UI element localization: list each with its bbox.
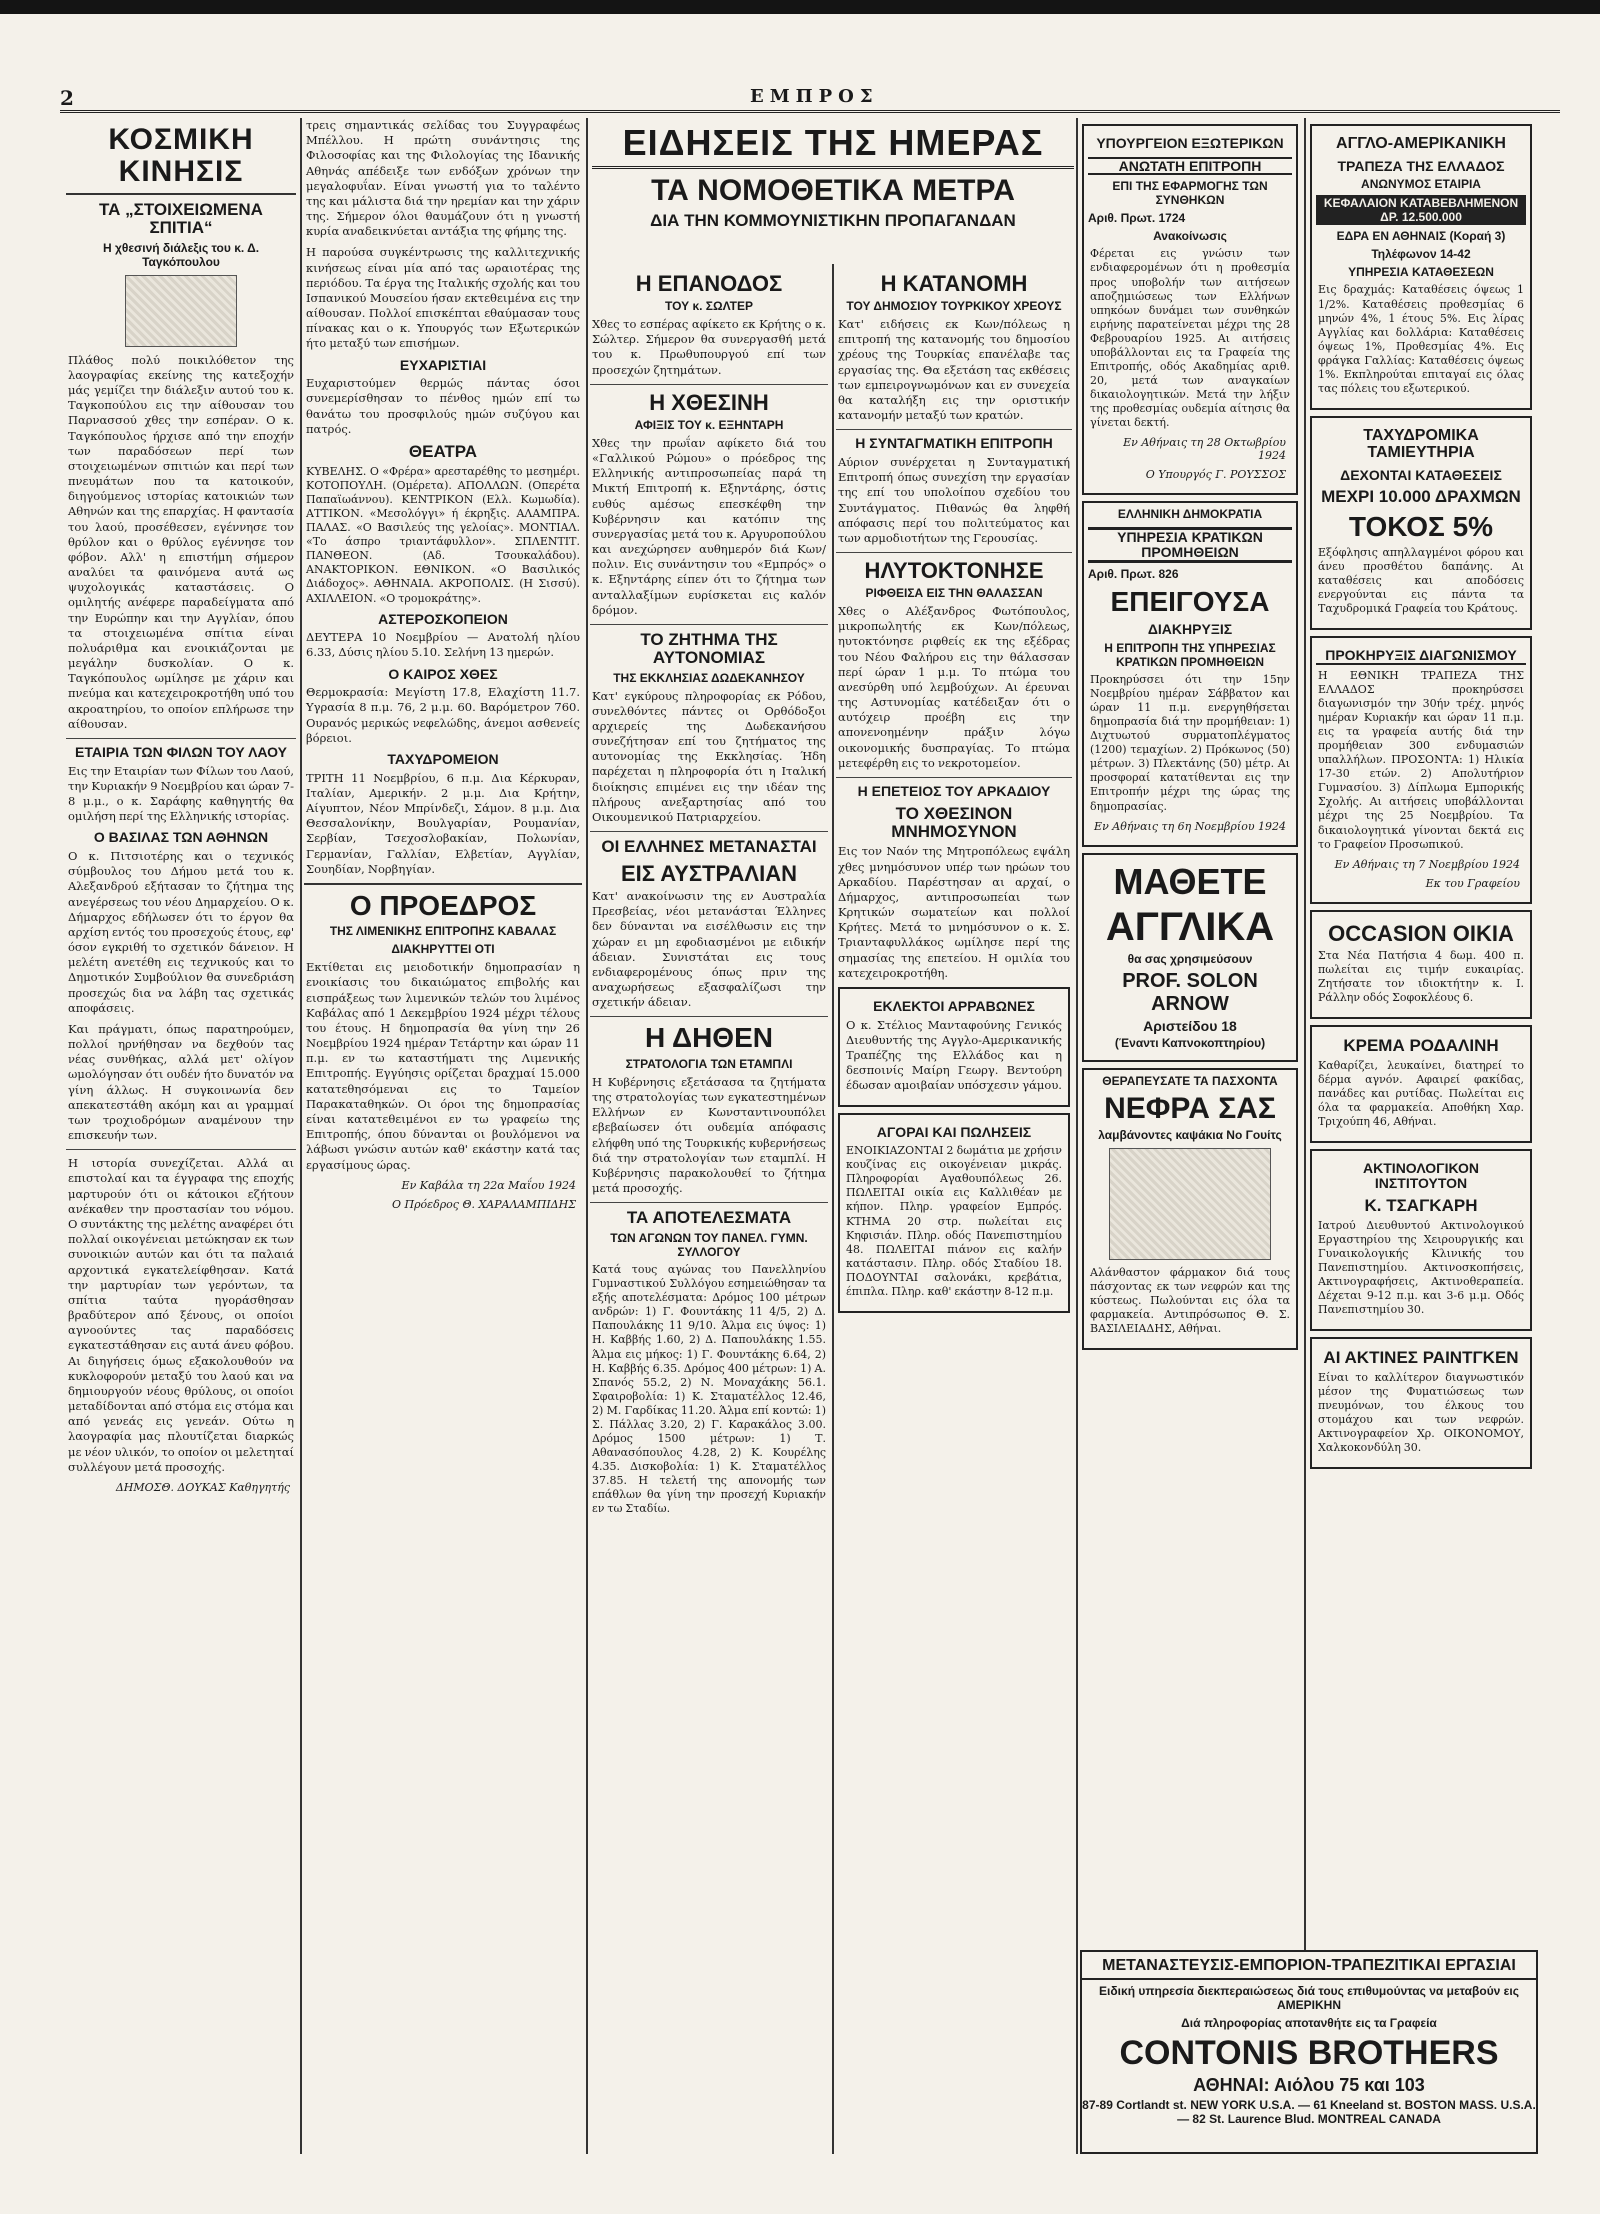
urgent-subtitle: ΔΙΑΚΗΡΥΞΙΣ bbox=[1147, 621, 1233, 638]
arcadi-title: Η ΕΠΕΤΕΙΟΣ ΤΟΥ ΑΡΚΑΔΙΟΥ bbox=[857, 783, 1051, 799]
occasion-body: Στα Νέα Πατήσια 4 δωμ. 400 π. πωλείται εις τιμήν ευκαιρίας. Ζητήσατε τον ιδιοκτήτην κ. Ι. Ράλλην οδός Σοφοκλέους 6. bbox=[1318, 948, 1524, 1005]
bank-ad bbox=[1310, 124, 1532, 410]
post-body: ΤΡΙΤΗ 11 Νοεμβρίου, 6 π.μ. Δια Κέρκυραν, Ιταλίαν, Αμερικήν. 2 μ.μ. Δια Κρήτην, Αίγυπτον, Νέον Μπρίνδεζι, Σάμον. 8 μ.μ. Δια Θεσσαλονίκην, Βουλγαρίαν, Ρουμανίαν, Σερβίαν, Τσεχοσλοβακίαν, Πολωνίαν, Γερμανίαν, Γαλλίαν, Ελβετίαν, Αγγλίαν, Σουηδίαν, Νορβηγίαν. bbox=[306, 770, 580, 876]
urgent-date: Εν Αθήναις τη 6η Νοεμβρίου 1924 bbox=[1094, 819, 1286, 833]
kidney-title: ΘΕΡΑΠΕΥΣΑΤΕ ΤΑ ΠΑΣΧΟΝΤΑ bbox=[1102, 1073, 1278, 1088]
column-rule bbox=[1076, 118, 1078, 2154]
ministry-subtitle-2: ΕΠΙ ΤΗΣ ΕΦΑΡΜΟΓΗΣ ΤΩΝ ΣΥΝΘΗΚΩΝ bbox=[1112, 179, 1268, 208]
cream-title: ΚΡΕΜΑ ΡΟΔΑΛΙΝΗ bbox=[1343, 1036, 1499, 1056]
classified-body: Ο κ. Στέλιος Μανταφούνης Γενικός Διευθυντής της Αγγλο-Αμερικανικής Τραπέζης της Ελλάδος και η δεσποινίς Μαίρη Γεωργ. Βεντούρη έδωσαν αμοιβαίαν υπόσχεσιν γάμου. bbox=[846, 1017, 1062, 1093]
ministry-subtitle: ΑΝΩΤΑΤΗ ΕΠΙΤΡΟΠΗ bbox=[1088, 157, 1292, 176]
learn-address: Αριστείδου 18 bbox=[1143, 1017, 1237, 1034]
article-body: Πλάθος πολύ ποικιλόθετον της λαογραφίας εκείνης της κατεξοχήν μάς γεμίζει την διάλεξιν αυτού του κ. Ταγκοπούλου εις την αίθουσαν του Παρνασσού χθες την εσπέραν. Ο κ. Ταγκόπουλος ήρχισε από την εποχήν των παραδόσεων περί των στοιχειωμένων σπιτιών και περί των πνευμάτων που τα κατοικούν, διηγούμενος ιστορίας κατοικιών των Αθηνών και της επαρχίας. Η φαντασία του λαού, προσέθεσεν, εγέννησε τον θρύλον και ο θρύλος εγέννησε τον φόβον. Αλλ' η επιστήμη σήμερον αναλύει τα φαινόμενα αυτά ως ψυχολογικάς καταστάσεις. Ο ομιλητής ανέφερε παραδείγματα από την Ευρώπην και την Αγγλίαν, όπου τα στοιχειωμένα σπίτια είναι πολυάριθμα και ενοικιάζονται με μεγάλην δυσκολίαν. Ο κ. Ταγκόπουλος ωμίλησε με χάριν και πνεύμα και κατεχειροκροτήθη υπό του ακροατηρίου, το οποίον επλήρωσε την αίθουσαν. bbox=[68, 352, 294, 731]
kidney-body: Αλάνθαστον φάρμακον διά τους πάσχοντας εκ των νεφρών και της κύστεως. Πωλούνται εις όλα τα φαρμακεία. Αντιπρόσωπος Θ. Σ. ΒΑΣΙΛΕΙΑΔΗΣ, Αθήναι. bbox=[1090, 1265, 1290, 1335]
bank-title: ΑΓΓΛΟ-ΑΜΕΡΙΚΑΝΙΚΗ bbox=[1336, 135, 1506, 152]
hellenic-republic: ΕΛΛΗΝΙΚΗ ΔΗΜΟΚΡΑΤΙΑ bbox=[1117, 507, 1263, 522]
xray-title: ΑΚΤΙΝΟΛΟΓΙΚΟΝ ΙΝΣΤΙΤΟΥΤΟΝ bbox=[1363, 1160, 1479, 1192]
xray-title-2: Κ. ΤΣΑΓΚΑΡΗ bbox=[1364, 1195, 1478, 1215]
market-title: ΑΓΟΡΑΙ ΚΑΙ ΠΩΛΗΣΕΙΣ bbox=[876, 1124, 1032, 1141]
results-subtitle: ΤΩΝ ΑΓΩΝΩΝ ΤΟΥ ΠΑΝΕΛ. ΓΥΜΝ. ΣΥΛΛΟΓΟΥ bbox=[610, 1231, 808, 1260]
distribution-body: Κατ' ειδήσεις εκ Κων/πόλεως η επιτροπή της κατανομής του δημοσίου χρέους της Τουρκίας επανέλαβε τας εργασίας της. Θα εξετάση τας εκθέσεις των εμπειρογνωμόνων και εν συνεχεία θα καταλήξη εις την οριστικήν κατανομήν μεταξύ των κρατών. bbox=[838, 317, 1070, 423]
column-rule bbox=[1304, 118, 1306, 2154]
column-rule bbox=[586, 118, 588, 2154]
ministry-signature: Ο Υπουργός Γ. ΡΟΥΣΣΟΣ bbox=[1145, 468, 1286, 482]
tender-signature: Εκ του Γραφείου bbox=[1425, 876, 1520, 890]
theatres-title: ΘΕΑΤΡΑ bbox=[408, 441, 478, 461]
postal-rate: ΤΟΚΟΣ 5% bbox=[1348, 511, 1494, 543]
occasion-ad bbox=[1310, 910, 1532, 1019]
page-top-border bbox=[0, 0, 1600, 14]
weather-body: Θερμοκρασία: Μεγίστη 17.8, Ελαχίστη 11.7. Υγρασία 8 π.μ. 76, 2 μ.μ. 60. Βαρόμετρον 760. Ουρανός μερικώς νεφελώδης, άνεμοι ασθενείς βόρειοι. bbox=[306, 685, 580, 745]
article-subtitle: Η χθεσινή διάλεξις του κ. Δ. Ταγκόπουλου bbox=[102, 240, 260, 269]
ministry-date: Εν Αθήναις τη 28 Οκτωβρίου 1924 bbox=[1123, 436, 1286, 463]
column-1 bbox=[66, 118, 296, 2154]
arcadi-subtitle: ΤΟ ΧΘΕΣΙΝΟΝ ΜΝΗΜΟΣΥΝΟΝ bbox=[891, 803, 1017, 841]
levy-body: Η Κυβέρνησις εξετάσασα τα ζητήματα της στρατολογίας των εγκατεστημένων Ελλήνων εν Κωνσταντινουπόλει εβεβαίωσεν ότι ουδεμία απόφασις ελήφθη υπό της Τουρκικής κυβερνήσεως διά την στρατολογίαν των εταμπλί. Η Κυβέρνησις παρακολουθεί το ζήτημα μετά προσοχής. bbox=[592, 1074, 826, 1196]
president-date: Εν Καβάλα τη 22α Μαΐου 1924 bbox=[401, 1178, 576, 1192]
continuation-text: τρεις σημαντικάς σελίδας του Συγγραφέως Μπέλλου. Η πρώτη συνάντησις της Φιλοσοφίας και της Φιλολογίας της Ιδανικής Αθηνάς απέδειξε των ενδόξων χρόνων την μεγαλοφυΐαν. Είναι γνωστή για το ταλέντο της και μάλιστα διά την ηρεμίαν και την χάριν της. Σήμερον όλοι θαυμάζουν ότι η γνωστή κυρία αναδεικνύεται αντάξια της φήμης της. bbox=[306, 118, 580, 239]
supply-title: ΥΠΗΡΕΣΙΑ ΚΡΑΤΙΚΩΝ ΠΡΟΜΗΘΕΙΩΝ bbox=[1088, 527, 1292, 562]
footer-address: ΑΘΗΝΑΙ: Αιόλου 75 και 103 bbox=[1193, 2075, 1425, 2095]
page-number: 2 bbox=[60, 86, 74, 110]
bank-subtitle: ΑΝΩΝΥΜΟΣ ΕΤΑΙΡΙΑ bbox=[1361, 177, 1481, 192]
postal-ad bbox=[1310, 416, 1532, 630]
column-6 bbox=[1308, 118, 1534, 2154]
ministry-title: ΥΠΟΥΡΓΕΙΟΝ ΕΞΩΤΕΡΙΚΩΝ bbox=[1096, 135, 1284, 151]
lightning-subtitle: ΡΙΦΘΕΙΣΑ ΕΙΣ ΤΗΝ ΘΑΛΑΣΣΑΝ bbox=[865, 586, 1043, 601]
notice-body: Ευχαριστούμεν θερμώς πάντας όσοι συνεμερίσθησαν το πένθος ημών επί τω θανάτω του προσφιλούς ημών συζύγου και πατρός. bbox=[306, 376, 580, 436]
cream-ad bbox=[1310, 1025, 1532, 1143]
return-body: Χθες το εσπέρας αφίκετο εκ Κρήτης ο κ. Σώλτερ. Σήμερον θα συνεργασθή μετά του κ. Πρωθυπουργού επί των προσεχών ζητημάτων. bbox=[592, 317, 826, 377]
bank-body: Εις δραχμάς: Καταθέσεις όψεως 1 1/2%. Καταθέσεις προθεσμίας 6 μηνών 4%, 1 έτους 5%. Εις λίρας Αγγλίας και δολλάρια: Καταθέσεις όψεως 1%, Προθεσμίας 4%. Εις φράγκα Γαλλίας: Καταθέσεις όψεως 1%. Εκπληρούται επιταγαί εις όλας τας πόλεις του εξωτερικού. bbox=[1318, 283, 1524, 396]
footer-branches: 87-89 Cortlandt st. NEW YORK U.S.A. — 61 Kneeland st. BOSTON MASS. U.S.A. — 82 St. Laurence Blud. MONTREAL CANADA bbox=[1082, 2098, 1536, 2126]
english-ad bbox=[1082, 853, 1298, 1062]
postal-amount: ΜΕΧΡΙ 10.000 ΔΡΑΧΜΩΝ bbox=[1321, 487, 1521, 507]
article-body: Ο κ. Πιτσιοτέρης και ο τεχνικός σύμβουλος του Δήμου μετά του κ. Αλεξανδρού εξήτασαν το ζήτημα της ανεγέρσεως του νέου Δημαρχείου. Ο κ. Δήμαρχος εδήλωσεν ότι το έργον θα αρχίση εντός του προσεχούς έτους, εφ' όσον εγκριθή το σχετικόν δάνειον. Η μελέτη ανετέθη εις τεχνικούς και το Δημοτικόν Συμβούλιον θα συνεδριάση προσεχώς δια να λάβη τας σχετικάς αποφάσεις. bbox=[68, 849, 294, 1015]
classified-box bbox=[838, 987, 1070, 1108]
kidney-subtitle: λαμβάνοντες καψάκια Νο Γουίτς bbox=[1098, 1127, 1282, 1142]
president-subtitle-2: ΔΙΑΚΗΡΥΤΤΕΙ ΟΤΙ bbox=[391, 942, 495, 957]
departure-body: Χθες την πρωΐαν αφίκετο διά του «Γαλλικού Ρώμου» ο πρόεδρος της Ελληνικής αντιπροσωπείας παρά τη Μικτή Επιτροπή κ. Εξηντάρης, όστις ευθύς αμέσως επεσκέφθη την Κυβέρνησιν και κατόπιν της συνεργασίας μετά του κ. Αργυροπούλου και ανεχώρησεν αυθημερόν διά Κων/πολιν. Εις συνάντησιν του «Εμπρός» ο κ. Εξηντάρης είπεν ότι το ζήτημα των ανταλλαξίμων ευρίσκεται εις καλόν δρόμον. bbox=[592, 435, 826, 617]
xray-ad-body: Είναι το καλλίτερον διαγνωστικόν μέσον της Φυματιώσεως των πνευμόνων, του έλκους του στομάχου και των νεφρών. Ακτινογραφείον Χρ. ΟΙΚΟΝΟΜΟΥ, Χαλκοκονδύλη 30. bbox=[1318, 1370, 1524, 1455]
column-3 bbox=[590, 118, 828, 2154]
arcadi-body: Εις τον Ναόν της Μητροπόλεως εψάλη χθες μνημόσυνον υπέρ των ηρώων του Αρκαδίου. Παρέστησαν αι αρχαί, ο Δήμαρχος, αντιπροσωπείαι των Κρητικών σωματείων και πολλοί Κρήτες. Μετά το μνημόσυνον ο κ. Σ. Τριανταφυλλάκος ωμίλησε περί της σημασίας της επετείου. Η ομιλία του κατεχειροκροτήθη. bbox=[838, 844, 1070, 980]
article-body: Και πράγματι, όπως παρατηρούμεν, πολλοί ηρνήθησαν να δεχθούν τας νέας συνθήκας, αλλά μετ' ολίγον ωμολόγησαν ότι ουδέν ήτο δυνατόν να γίνη άλλως. Η συγκοινωνία δεν απεκατεστάθη ακόμη και αι γραμμαί των τροχιοδρόμων αναμένουν την επισκευήν των. bbox=[68, 1021, 294, 1143]
masthead bbox=[60, 84, 1560, 113]
president-body: Εκτίθεται εις μειοδοτικήν δημοπρασίαν η ενοικίασις του δικαιώματος επιβολής και εισπράξεως των λιμενικών τελών του λιμένος Καβάλας από 1 Δεκεμβρίου 1924 μέχρι τέλους του έτους. Η δημοπρασία θα γίνη την 26 Νοεμβρίου 1924 ημέραν Τετάρτην και ώραν 11 π.μ. εν τω καταστήματι της Λιμενικής Επιτροπής. Εγγύησις ορίζεται δραχμαί 15.000 κατατεθησόμεναι εις το Ταμείον Παρακαταθηκών. Οι όροι της δημοπρασίας είναι κατατεθειμένοι εν τω γραφείω της Επιτροπής, όπου δύνανται οι βουλόμενοι να λάβωσι γνώσιν αυτών καθ' εκάστην κατά τας εργασίμους ώρας. bbox=[306, 960, 580, 1172]
kidney-illustration bbox=[1109, 1148, 1271, 1260]
autonomy-subtitle: ΤΗΣ ΕΚΚΛΗΣΙΑΣ ΔΩΔΕΚΑΝΗΣΟΥ bbox=[613, 670, 805, 685]
weather-title: Ο ΚΑΙΡΟΣ ΧΘΕΣ bbox=[388, 665, 498, 682]
departure-subtitle: ΑΦΙΞΙΣ ΤΟΥ κ. ΕΞΗΝΤΑΡΗ bbox=[634, 417, 784, 432]
mixed-body: Αύριον συνέρχεται η Συνταγματική Επιτροπή όπως συνεχίση την εργασίαν της επί του υπολοίπου σχεδίου του Συντάγματος. Πιθανώς θα ληφθή απόφασις περί του πολιτεύματος και των αρμοδιοτήτων της Γερουσίας. bbox=[838, 454, 1070, 545]
learn-title-2: ΑΓΓΛΙΚΑ bbox=[1105, 904, 1275, 949]
bank-address: ΕΔΡΑ ΕΝ ΑΘΗΝΑΙΣ (Κοραή 3) bbox=[1336, 229, 1506, 244]
lightning-body: Χθες ο Αλέξανδρος Φωτόπουλος, μικροπωλητής εκ Κων/πόλεως, ηυτοκτόνησε ριφθείς εκ της εξέδρας του Νέου Φαλήρου εις την θάλασσαν περί ώραν 1 μ.μ. Το πτώμα του ανεσύρθη υπό λεμβούχων. Αι έρευναι της Αστυνομίας κατέδειξαν ότι ο αυτόχειρ προέβη εις την απονενοημένην πράξιν λόγω οικονομικής δυσπραγίας. Το πτώμα μετεφέρθη εις το νεκροτομείον. bbox=[838, 604, 1070, 770]
occasion-title: OCCASION ΟΙΚΙΑ bbox=[1328, 920, 1514, 946]
astro-title: ΑΣΤΕΡΟΣΚΟΠΕΙΟΝ bbox=[378, 610, 508, 627]
learn-prof: PROF. SOLON ARNOW bbox=[1122, 969, 1258, 1015]
kidney-ad bbox=[1082, 1068, 1298, 1350]
astro-body: ΔΕΥΤΕΡΑ 10 Νοεμβρίου — Ανατολή ηλίου 6.33, Δύσις ηλίου 5.10. Σελήνη 13 ημερών. bbox=[306, 630, 580, 660]
post-title: ΤΑΧΥΔΡΟΜΕΙΟΝ bbox=[387, 750, 499, 767]
urgent-title: ΕΠΕΙΓΟΥΣΑ bbox=[1110, 585, 1270, 617]
article-title: Ο ΒΑΣΙΛΑΣ ΤΩΝ ΑΘΗΝΩΝ bbox=[93, 829, 269, 846]
article-title: ΤΑ „ΣΤΟΙΧΕΙΩΜΕΝΑ ΣΠΙΤΙΑ“ bbox=[99, 200, 263, 237]
theatres-list: ΚΥΒΕΛΗΣ. Ο «Φρέρα» αρεσταρέθης το μεσημέρι. ΚΟΤΟΠΟΥΛΗ. (Ομέρετα). ΑΠΟΛΛΩΝ. (Οπερέτα Παπαϊωάννου). ΚΕΝΤΡΙΚΟΝ (Ελλ. Κωμωδία). ΑΤΤΙΚΟΝ. «Μεσολόγγι» ή έκρηξις. ΑΛΑΜΠΡΑ. ΠΑΛΑΣ. «Ο Βασιλεύς της γελοίας». ΜΟΝΤΙΑΛ. «Το άσπρο τριαντάφυλλον». ΣΠΛΕΝΤΙΤ. ΠΑΝΘΕΟΝ. (Αδ. Τσουκαλάδου). ΑΝΑΚΤΟΡΙΚΟΝ. ΕΘΝΙΚΟΝ. «Ο Βασιλικός Διάδοχος». ΑΘΗΝΑΙΑ. ΑΚΡΟΠΟΛΙΣ. (Η Σισσύ). ΑΧΙΛΛΕΙΟΝ. «Ο τρομοκράτης». bbox=[306, 464, 580, 605]
mixed-title: Η ΣΥΝΤΑΓΜΑΤΙΚΗ ΕΠΙΤΡΟΠΗ bbox=[855, 435, 1053, 452]
ministry-notice bbox=[1082, 124, 1298, 495]
president-title: Ο ΠΡΟΕΔΡΟΣ bbox=[349, 889, 537, 921]
levy-title: Η ΔΗΘΕΝ bbox=[645, 1022, 773, 1054]
lead-title: ΤΑ ΝΟΜΟΘΕΤΙΚΑ ΜΕΤΡΑ bbox=[651, 173, 1015, 207]
kidney-title-2: ΝΕΦΡΑ ΣΑΣ bbox=[1104, 1091, 1276, 1125]
market-box bbox=[838, 1113, 1070, 1313]
president-signature: Ο Πρόεδρος Θ. ΧΑΡΑΛΑΜΠΙΔΗΣ bbox=[391, 1197, 576, 1211]
distribution-subtitle: ΤΟΥ ΔΗΜΟΣΙΟΥ ΤΟΥΡΚΙΚΟΥ ΧΡΕΟΥΣ bbox=[846, 299, 1062, 314]
learn-note: (Έναντι Καπνοκοπτηρίου) bbox=[1114, 1035, 1266, 1050]
urgent-body: Προκηρύσσει ότι την 15ην Νοεμβρίου ημέραν Σάββατον και ώραν 11 π.μ. ενεργηθήσεται δημοπρασία διά την προμήθειαν: 1) Διχτυωτού συρματοπλέγματος (1200) τεμαχίων. 2) Πρόκωνος (50) μέτρων. 3) Πλεκτάνης (50) μέτρ. Αι προσφοραί κατατίθενται εις την Επιτροπήν μέχρι της ώρας της δημοπρασίας. bbox=[1090, 672, 1290, 813]
footer-brand: CONTONIS BROTHERS bbox=[1119, 2034, 1499, 2072]
departure-title: Η ΧΘΕΣΙΝΗ bbox=[649, 389, 769, 415]
footer-title: ΜΕΤΑΝΑΣΤΕΥΣΙΣ-ΕΜΠΟΡΙΟΝ-ΤΡΑΠΕΖΙΤΙΚΑΙ ΕΡΓΑΣΙΑΙ bbox=[1082, 1954, 1536, 1980]
supply-ref: Αριθ. Πρωτ. 826 bbox=[1088, 566, 1179, 581]
emig-title: ΟΙ ΕΛΛΗΝΕΣ ΜΕΤΑΝΑΣΤΑΙ bbox=[601, 837, 817, 857]
results-body: Κατά τους αγώνας του Πανελληνίου Γυμναστικού Συλλόγου εσημειώθησαν τα εξής αποτελέσματα: Δρόμος 100 μέτρων ανδρών: 1) Γ. Φουντάκης 11 4/5, 2) Δ. Παπουλάκης 11 9/10. Άλμα εις ύψος: 1) Η. Καββής 1.60, 2) Δ. Παπουλάκης 1.55. Άλμα εις μήκος: 1) Γ. Φουντάκης 6.64, 2) Η. Καββής 6.35. Δρόμος 400 μέτρων: 1) Α. Σπανός 55.2, 2) Ν. Μοναχάκης 56.1. Σφαιροβολία: 1) Κ. Σταματέλλος 12.46, 2) Μ. Γαρδίκας 11.20. Άλμα επί κοντώ: 1) Σ. Πάλλας 3.20, 2) Γ. Καρακάλος 3.00. Δρόμος 1500 μέτρων: 1) Τ. Αθανασόπουλος 4.28, 2) Κ. Κουρέλης 4.35. Δισκοβολία: 1) Κ. Σταματέλλος 37.85. Η τελετή της απονομής των επάθλων θα γίνη την προσεχή Κυριακήν εν τω Σταδίω. bbox=[592, 1263, 826, 1516]
urgent-subtitle-2: Η ΕΠΙΤΡΟΠΗ ΤΗΣ ΥΠΗΡΕΣΙΑΣ ΚΡΑΤΙΚΩΝ ΠΡΟΜΗΘΕΙΩΝ bbox=[1104, 640, 1276, 669]
supply-notice bbox=[1082, 501, 1298, 846]
bank-title-2: ΤΡΑΠΕΖΑ ΤΗΣ ΕΛΛΑΔΟΣ bbox=[1337, 157, 1505, 174]
distribution-title: Η ΚΑΤΑΝΟΜΗ bbox=[880, 271, 1028, 296]
xray-ad bbox=[1310, 1337, 1532, 1469]
signature: ΔΗΜΟΣΘ. ΔΟΥΚΑΣ Καθηγητής bbox=[115, 1480, 290, 1494]
bank-capital: ΚΕΦΑΛΑΙΟΝ ΚΑΤΑΒΕΒΛΗΜΕΝΟΝ ΔΡ. 12.500.000 bbox=[1316, 195, 1526, 225]
article-body: Η ιστορία συνεχίζεται. Αλλά αι επιστολαί και τα έγγραφα της εποχής μαρτυρούν ότι οι κάτοικοι εζήτουν ανέκαθεν την προστασίαν του νόμου. Ο συντάκτης της μελέτης αναφέρει ότι πολλαί οικογένειαι μετώκησαν εκ των συνοικιών αυτών και ότι τα παλαιά αρχοντικά εγκατελείφθησαν. Κατά την μαρτυρίαν των γερόντων, τα σπίτια ταύτα ηγοράσθησαν βραδύτερον από ξένους, οι οποίοι αγνοούντες τας παραδόσεις εγκατεστάθησαν εις αυτά άνευ φόβου. Αι διηγήσεις όμως εξακολουθούν να κυκλοφορούν μεταξύ του λαού και να δημιουργούν νέους θρύλους, οι οποίοι μεταδίδονται από στόμα εις στόμα και από γενεάς εις γενεάν. Ούτω η λαογραφία μας πλουτίζεται διαρκώς με νέον υλικόν, το οποίον οι μελετηταί συλλέγουν μετά προσοχής. bbox=[68, 1156, 294, 1474]
return-title: Η ΕΠΑΝΟΔΟΣ bbox=[635, 271, 783, 296]
president-subtitle: ΤΗΣ ΛΙΜΕΝΙΚΗΣ ΕΠΙΤΡΟΠΗΣ ΚΑΒΑΛΑΣ bbox=[329, 924, 557, 939]
learn-subtitle: θα σας χρησιμεύσουν bbox=[1127, 951, 1253, 966]
article-title: ΕΤΑΙΡΙΑ ΤΩΝ ΦΙΛΩΝ ΤΟΥ ΛΑΟΥ bbox=[75, 743, 287, 760]
xray-ad-title: ΑΙ ΑΚΤΙΝΕΣ ΡΑΙΝΤΓΚΕΝ bbox=[1323, 1348, 1519, 1368]
postal-title: ΤΑΧΥΔΡΟΜΙΚΑ ΤΑΜΙΕΥΤΗΡΙΑ bbox=[1363, 427, 1479, 461]
notice-title: ΕΥΧΑΡΙΣΤΙΑΙ bbox=[399, 356, 487, 373]
bank-service: ΥΠΗΡΕΣΙΑ ΚΑΤΑΘΕΣΕΩΝ bbox=[1348, 265, 1494, 280]
column-4 bbox=[836, 118, 1072, 2154]
ministry-body: Φέρεται εις γνώσιν των ενδιαφερομένων ότι η προθεσμία προς υποβολήν των αιτήσεων αποζημιώσεως των Ελλήνων υπηκόων δυνάμει των συνθηκών ειρήνης παρατείνεται μέχρι της 28 Φεβρουαρίου 1925. Αι αιτήσεις υποβάλλονται εις τα Γραφεία της Επιτροπής, οδός Ακαδημίας αριθ. 20, μετά των αναγκαίων δικαιολογητικών. Μετά την λήξιν της προθεσμίας ουδεμία αίτησις θα γίνεται δεκτή. bbox=[1090, 247, 1290, 430]
bank-phone: Τηλέφωνον 14-42 bbox=[1371, 247, 1471, 262]
autonomy-body: Κατ' εγκύρους πληροφορίας εκ Ρόδου, συνελθόντες πάντες οι Ορθόδοξοι αρχιερείς της Δωδεκανήσου συνεζήτησαν επί του ζητήματος της αυτονομίας της Εκκλησίας. Ήδη παρέχεται η πληροφορία ότι η Ιταλική διοίκησις επιμένει εις την ιδέαν της πλήρους ανεξαρτησίας από του Οικουμενικού Πατριαρχείου. bbox=[592, 688, 826, 824]
tender-title: ΠΡΟΚΗΡΥΞΙΣ ΔΙΑΓΩΝΙΣΜΟΥ bbox=[1316, 648, 1526, 665]
column-rule bbox=[300, 118, 302, 2154]
ministry-ref: Αριθ. Πρωτ. 1724 bbox=[1088, 211, 1186, 226]
results-title: ΤΑ ΑΠΟΤΕΛΕΣΜΑΤΑ bbox=[626, 1208, 792, 1228]
article-body: Εις την Εταιρίαν των Φίλων του Λαού, την Κυριακήν 9 Νοεμβρίου και ώραν 7-8 μ.μ., ο κ. Σαράφης καθηγητής θα ομιλήση περί της Ελληνικής ιστορίας. bbox=[68, 763, 294, 824]
illustration bbox=[125, 275, 237, 347]
column-2 bbox=[304, 118, 582, 2154]
footer-ad bbox=[1080, 1950, 1538, 2154]
lead-subtitle: ΔΙΑ ΤΗΝ ΚΟΜΜΟΥΝΙΣΤΙΚΗΝ ΠΡΟΠΑΓΑΝΔΑΝ bbox=[650, 211, 1016, 231]
levy-subtitle: ΣΤΡΑΤΟΛΟΓΙΑ ΤΩΝ ΕΤΑΜΠΛΙ bbox=[625, 1056, 793, 1071]
column-rule bbox=[832, 118, 834, 2154]
return-subtitle: ΤΟΥ κ. ΣΩΛΤΕΡ bbox=[665, 299, 753, 314]
ministry-heading: Ανακοίνωσις bbox=[1153, 229, 1227, 244]
column-5 bbox=[1080, 118, 1300, 2154]
market-body: ΕΝΟΙΚΙΑΖΟΝΤΑΙ 2 δωμάτια με χρήσιν κουζίνας εις οικογένειαν μικράς. Πληροφορίαι Αγαθουπόλεως 26. ΠΩΛΕΙΤΑΙ οικία εις Καλλιθέαν με κήπον. Πληρ. γραφείον Εμπρός. ΚΤΗΜΑ 20 στρ. πωλείται εις Κηφισιάν. Πληρ. οδός Πανεπιστημίου 48. ΠΩΛΕΙΤΑΙ πιάνον εις καλήν κατάστασιν. Πληρ. οδός Σταδίου 18. ΠΟΔΟΥΝΤΑΙ σαλονάκι, κρεβάτια, έπιπλα. Πληρ. καθ' εκάστην 8-12 π.μ. bbox=[846, 1144, 1062, 1298]
footer-subtitle: Ειδική υπηρεσία διεκπεραιώσεως διά τους επιθυμούντας να μεταβούν εις ΑΜΕΡΙΚΗΝ bbox=[1099, 1984, 1519, 2012]
cream-body: Καθαρίζει, λευκαίνει, διατηρεί το δέρμα αγνόν. Αφαιρεί φακίδας, πανάδες και ρυτίδας. Πωλείται εις όλα τα φαρμακεία. Αποθήκη Χαρ. Τριχούπη 46, Αθήναι. bbox=[1318, 1058, 1524, 1129]
paper-name: ΕΜΠΡΟΣ bbox=[750, 86, 879, 107]
section-title-social: ΚΟΣΜΙΚΗ ΚΙΝΗΣΙΣ bbox=[108, 123, 254, 188]
tender-body: Η ΕΘΝΙΚΗ ΤΡΑΠΕΖΑ ΤΗΣ ΕΛΛΑΔΟΣ προκηρύσσει διαγωνισμόν την 30ήν τρέχ. μηνός ημέραν Κυριακήν και ώραν 11 π.μ. εις τα γραφεία αυτής διά την προμήθειαν 300 ενδυμασιών υπαλλήλων. ΠΡΟΣΟΝΤΑ: 1) Ηλικία 17-30 ετών. 2) Απολυτήριον Γυμνασίου. 3) Δίπλωμα Εμπορικής Σχολής. Αι αιτήσεις υποβάλλονται μέχρι της 25 Νοεμβρίου. Τα δικαιολογητικά γίνονται δεκτά εις το Γραφείον Προσωπικού. bbox=[1318, 668, 1524, 851]
xray-institute-ad bbox=[1310, 1149, 1532, 1331]
emig-subtitle: ΕΙΣ ΑΥΣΤΡΑΛΙΑΝ bbox=[621, 861, 797, 887]
section-title-news: ΕΙΔΗΣΕΙΣ ΤΗΣ ΗΜΕΡΑΣ bbox=[592, 124, 1074, 169]
lightning-title: ΗΛΥΤΟΚΤΟΝΗΣΕ bbox=[864, 558, 1044, 584]
xray-body: Ιατρού Διευθυντού Ακτινολογικού Εργαστηρίου της Χειρουργικής και Γυναικολογικής Κλινικής του Πανεπιστημίου. Ακτινοσκοπήσεις, Ακτινογραφήσεις, Ακτινοθεραπεία. Δέχεται 9-12 π.μ. και 3-6 μ.μ. Οδός Πανεπιστημίου 30. bbox=[1318, 1218, 1524, 1317]
postal-body: Εξόφλησις απηλλαγμένοι φόρου και άνευ προσθέτου δαπάνης. Αι καταθέσεις και αποδόσεις ενεργούνται εις πάντα τα Ταχυδρομικά Γραφεία του Κράτους. bbox=[1318, 545, 1524, 615]
tender-notice bbox=[1310, 636, 1532, 904]
emig-body: Κατ' ανακοίνωσιν της εν Αυστραλία Πρεσβείας, νέοι μετανάσται Έλληνες δεν δύνανται να εισέλθωσιν εις την χώραν ει μη εφοδιασμένοι με ειδικήν άδειαν. Συνιστάται εις τους ενδιαφερομένους όπως πριν της αναχωρήσεως εξασφαλίζωσι την σχετικήν άδειαν. bbox=[592, 889, 826, 1010]
autonomy-title: ΤΟ ΖΗΤΗΜΑ ΤΗΣ ΑΥΤΟΝΟΜΙΑΣ bbox=[640, 629, 778, 667]
article-body: Η παρούσα συγκέντρωσις της καλλιτεχνικής κινήσεως είναι μία από τας ωραιοτέρας της περιόδου. Τα έργα της Ιταλικής σχολής και του Ισπανικού Μουσείου ήσαν εκτεθειμένα εις την αίθουσαν. Πολλοί επισκέπται εθαύμασαν τους πίνακας και ο κ. Υπουργός των Εξωτερικών ήτο μεταξύ των επισήμων. bbox=[306, 245, 580, 351]
postal-subtitle: ΔΕΧΟΝΤΑΙ ΚΑΤΑΘΕΣΕΙΣ bbox=[1340, 466, 1502, 483]
footer-subtitle-2: Διά πληροφορίας αποτανθήτε εις τα Γραφεία bbox=[1181, 2016, 1437, 2030]
tender-date: Εν Αθήναις τη 7 Νοεμβρίου 1924 bbox=[1334, 857, 1520, 871]
learn-title: ΜΑΘΕΤΕ bbox=[1113, 860, 1267, 902]
classified-title: ΕΚΛΕΚΤΟΙ ΑΡΡΑΒΩΝΕΣ bbox=[873, 997, 1035, 1014]
